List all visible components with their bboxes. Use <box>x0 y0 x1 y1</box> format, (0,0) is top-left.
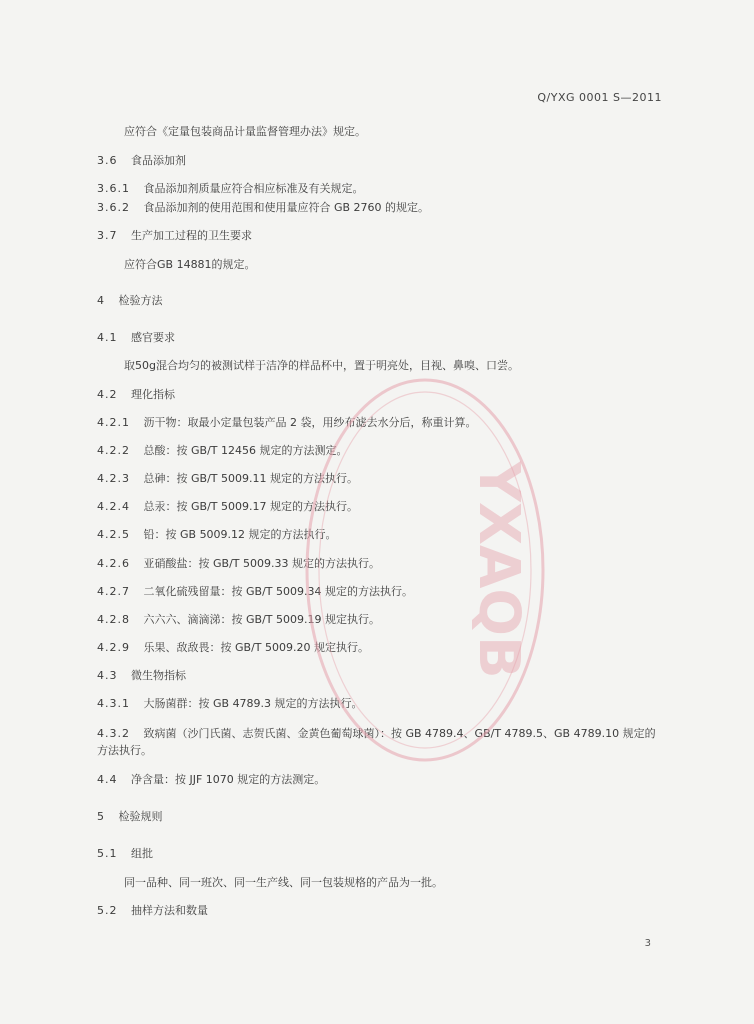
clause-line <box>97 640 369 655</box>
chapter-number: 4 <box>97 294 105 307</box>
section-heading <box>97 387 175 402</box>
chapter-heading <box>97 293 163 308</box>
section-heading <box>97 668 186 683</box>
section-title: 抽样方法和数量 <box>131 904 208 917</box>
section-number: 5.1 <box>97 847 118 860</box>
line-text: 取50g混合均匀的被测试样于洁净的样品杯中，置于明亮处，目视、鼻嗅、口尝。 <box>124 359 519 372</box>
chapter-title: 检验方法 <box>118 294 163 307</box>
clause-number: 4.2.6 <box>97 557 130 570</box>
clause-text: 总酸：按 GB/T 12456 规定的方法测定。 <box>143 444 348 457</box>
clause-number: 4.2.7 <box>97 585 130 598</box>
section-title: 食品添加剂 <box>131 154 186 167</box>
clause-line <box>97 181 364 196</box>
section-title: 感官要求 <box>131 331 175 344</box>
clause-text: 亚硝酸盐：按 GB/T 5009.33 规定的方法执行。 <box>143 557 380 570</box>
section-title: 理化指标 <box>131 388 175 401</box>
clause-line <box>97 696 363 711</box>
clause-number: 4.2.3 <box>97 472 130 485</box>
section-heading <box>97 228 252 243</box>
clause-line <box>97 471 358 486</box>
clause-number: 3.6.2 <box>97 201 130 214</box>
clause-line <box>97 725 663 759</box>
clause-text: 总汞：按 GB/T 5009.17 规定的方法执行。 <box>143 500 358 513</box>
chapter-heading <box>97 809 163 824</box>
clause-text: 总砷：按 GB/T 5009.11 规定的方法执行。 <box>143 472 358 485</box>
clause-text: 食品添加剂的使用范围和使用量应符合 GB 2760 的规定。 <box>143 201 430 214</box>
section-number: 4.3 <box>97 669 118 682</box>
clause-number: 4.2.1 <box>97 416 130 429</box>
text-line <box>124 358 519 373</box>
document-code: Q/YXG 0001 S—2011 <box>537 91 662 104</box>
svg-text:YXAQB: YXAQB <box>466 461 531 679</box>
clause-text: 乐果、敌敌畏：按 GB/T 5009.20 规定执行。 <box>143 641 369 654</box>
clause-line <box>97 499 358 514</box>
clause-number: 3.6.1 <box>97 182 130 195</box>
line-text: 应符合《定量包装商品计量监督管理办法》规定。 <box>124 125 366 138</box>
clause-number: 4.2.8 <box>97 613 130 626</box>
clause-line <box>97 612 380 627</box>
section-title: 微生物指标 <box>131 669 186 682</box>
line-text: 同一品种、同一班次、同一生产线、同一包装规格的产品为一批。 <box>124 876 443 889</box>
section-title: 组批 <box>131 847 153 860</box>
section-heading <box>97 330 175 345</box>
section-heading <box>97 903 208 918</box>
clause-text: 铅：按 GB 5009.12 规定的方法执行。 <box>143 528 337 541</box>
section-heading <box>97 153 186 168</box>
line-text: 应符合GB 14881的规定。 <box>124 258 256 271</box>
page-number: 3 <box>644 938 651 949</box>
clause-text: 大肠菌群：按 GB 4789.3 规定的方法执行。 <box>143 697 363 710</box>
clause-text: 沥干物：取最小定量包装产品 2 袋，用纱布滤去水分后，称重计算。 <box>143 416 477 429</box>
clause-text: 食品添加剂质量应符合相应标准及有关规定。 <box>143 182 364 195</box>
section-number: 5.2 <box>97 904 118 917</box>
clause-number: 4.3.2 <box>97 727 130 740</box>
clause-line <box>97 556 380 571</box>
section-number: 4.2 <box>97 388 118 401</box>
section-heading <box>97 772 325 787</box>
clause-line <box>97 415 477 430</box>
text-line <box>124 257 256 272</box>
section-title: 生产加工过程的卫生要求 <box>131 229 252 242</box>
clause-line <box>97 443 347 458</box>
section-title: 净含量：按 JJF 1070 规定的方法测定。 <box>131 773 326 786</box>
clause-number: 4.2.5 <box>97 528 130 541</box>
clause-text: 二氧化硫残留量：按 GB/T 5009.34 规定的方法执行。 <box>143 585 413 598</box>
section-number: 3.7 <box>97 229 118 242</box>
text-line <box>124 875 443 890</box>
text-line <box>124 124 366 139</box>
clause-text: 致病菌（沙门氏菌、志贺氏菌、金黄色葡萄球菌）：按 GB 4789.4、GB/T 4789.5、GB 4789.10 规定的方法执行。 <box>97 727 656 757</box>
section-heading <box>97 846 153 861</box>
clause-number: 4.2.4 <box>97 500 130 513</box>
clause-text: 六六六、滴滴涕：按 GB/T 5009.19 规定执行。 <box>143 613 380 626</box>
clause-line <box>97 584 413 599</box>
section-number: 4.1 <box>97 331 118 344</box>
section-number: 3.6 <box>97 154 118 167</box>
clause-number: 4.3.1 <box>97 697 130 710</box>
section-number: 4.4 <box>97 773 118 786</box>
chapter-number: 5 <box>97 810 105 823</box>
clause-number: 4.2.9 <box>97 641 130 654</box>
clause-number: 4.2.2 <box>97 444 130 457</box>
clause-line <box>97 200 429 215</box>
clause-line <box>97 527 337 542</box>
chapter-title: 检验规则 <box>118 810 163 823</box>
